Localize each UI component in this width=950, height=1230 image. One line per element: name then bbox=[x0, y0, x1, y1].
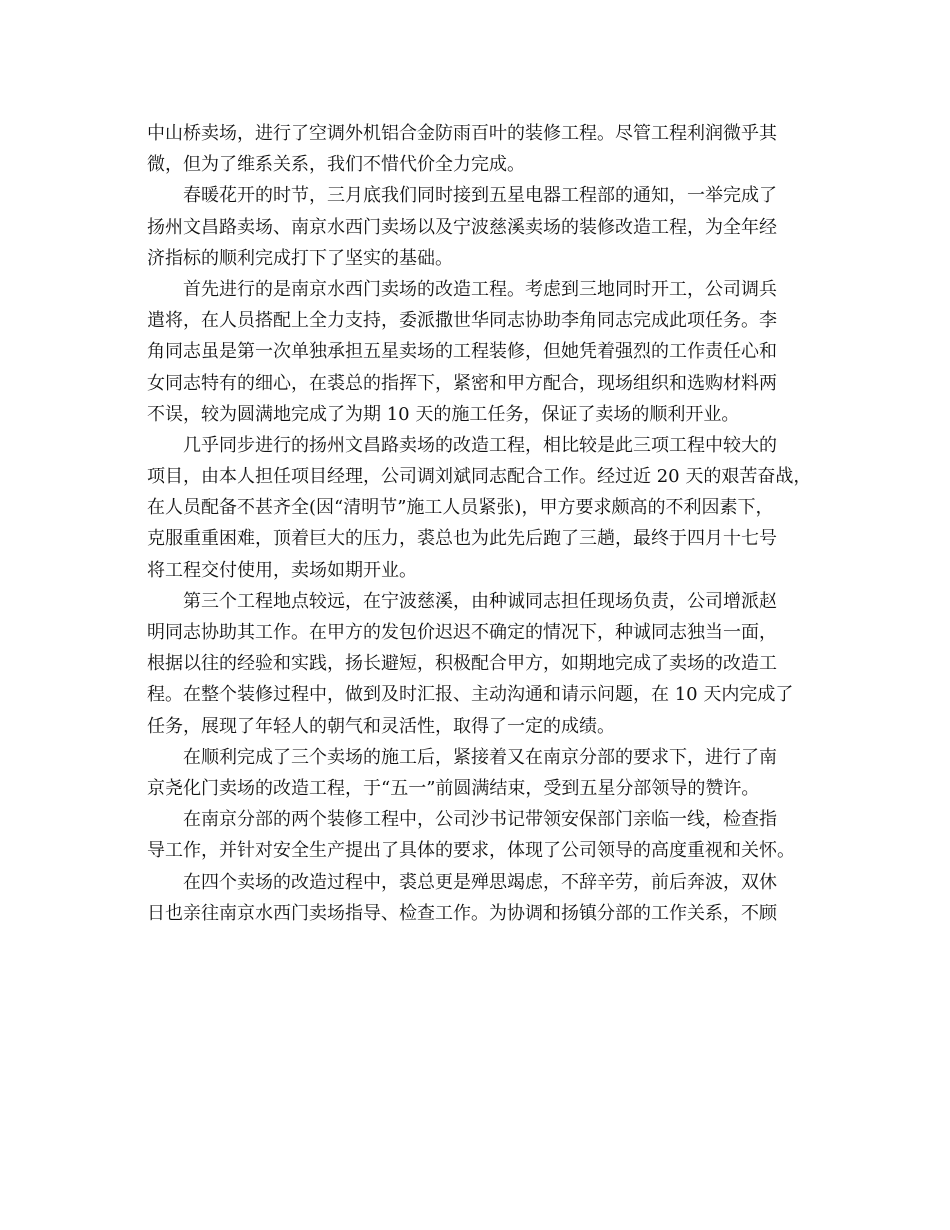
text-line: 在南京分部的两个装修工程中，公司沙书记带领安保部门亲临一线，检查指 bbox=[183, 809, 777, 831]
text-line: 京尧化门卖场的改造工程，于“五一”前圆满结束，受到五星分部领导的赞许。 bbox=[147, 777, 760, 799]
text-line: 在顺利完成了三个卖场的施工后，紧接着又在南京分部的要求下，进行了南 bbox=[183, 746, 777, 768]
text-line: 扬州文昌路卖场、南京水西门卖场以及宁波慈溪卖场的装修改造工程，为全年经 bbox=[147, 216, 777, 238]
text-line: 日也亲往南京水西门卖场指导、检查工作。为协调和扬镇分部的工作关系，不顾 bbox=[147, 902, 777, 924]
text-line: 在人员配备不甚齐全(因“清明节”施工人员紧张)，甲方要求颇高的不利因素下， bbox=[147, 497, 774, 519]
text-line: 角同志虽是第一次单独承担五星卖场的工程装修，但她凭着强烈的工作责任心和 bbox=[147, 341, 777, 363]
body-text bbox=[147, 118, 827, 929]
text-line: 中山桥卖场，进行了空调外机铝合金防雨百叶的装修工程。尽管工程利润微乎其 bbox=[147, 123, 777, 144]
text-line: 济指标的顺利完成打下了坚实的基础。 bbox=[147, 247, 453, 269]
text-line: 遣将，在人员搭配上全力支持，委派撒世华同志协助李角同志完成此项任务。李 bbox=[147, 310, 777, 332]
text-line: 几乎同步进行的扬州文昌路卖场的改造工程，相比较是此三项工程中较大的 bbox=[183, 434, 777, 456]
text-line: 女同志特有的细心，在裘总的指挥下，紧密和甲方配合，现场组织和选购材料两 bbox=[147, 372, 777, 394]
text-line: 第三个工程地点较远，在宁波慈溪，由种诚同志担任现场负责，公司增派赵 bbox=[183, 590, 777, 612]
text-line: 根据以往的经验和实践，扬长避短，积极配合甲方，如期地完成了卖场的改造工 bbox=[147, 653, 777, 675]
text-line: 明同志协助其工作。在甲方的发包价迟迟不确定的情况下，种诚同志独当一面， bbox=[147, 622, 777, 643]
text-line: 程。在整个装修过程中，做到及时汇报、主动沟通和请示问题，在 10 天内完成了 bbox=[147, 684, 794, 706]
text-line: 导工作，并针对安全生产提出了具体的要求，体现了公司领导的高度重视和关怀。 bbox=[147, 840, 795, 862]
text-line: 微，但为了维系关系，我们不惜代价全力完成。 bbox=[147, 154, 525, 176]
text-line: 首先进行的是南京水西门卖场的改造工程。考虑到三地同时开工，公司调兵 bbox=[183, 278, 777, 300]
text-line: 克服重重困难，顶着巨大的压力，裘总也为此先后跑了三趟，最终于四月十七号 bbox=[147, 528, 777, 550]
text-line: 在四个卖场的改造过程中，裘总更是殚思竭虑，不辞辛劳，前后奔波，双休 bbox=[183, 871, 777, 893]
text-line: 春暖花开的时节，三月底我们同时接到五星电器工程部的通知，一举完成了 bbox=[183, 185, 777, 207]
text-line: 将工程交付使用，卖场如期开业。 bbox=[147, 559, 417, 581]
text-line: 项目，由本人担任项目经理，公司调刘斌同志配合工作。经过近 20 天的艰苦奋战， bbox=[147, 466, 812, 488]
text-line: 任务，展现了年轻人的朝气和灵活性，取得了一定的成绩。 bbox=[147, 715, 615, 737]
text-line: 不误，较为圆满地完成了为期 10 天的施工任务，保证了卖场的顺利开业。 bbox=[147, 403, 740, 425]
